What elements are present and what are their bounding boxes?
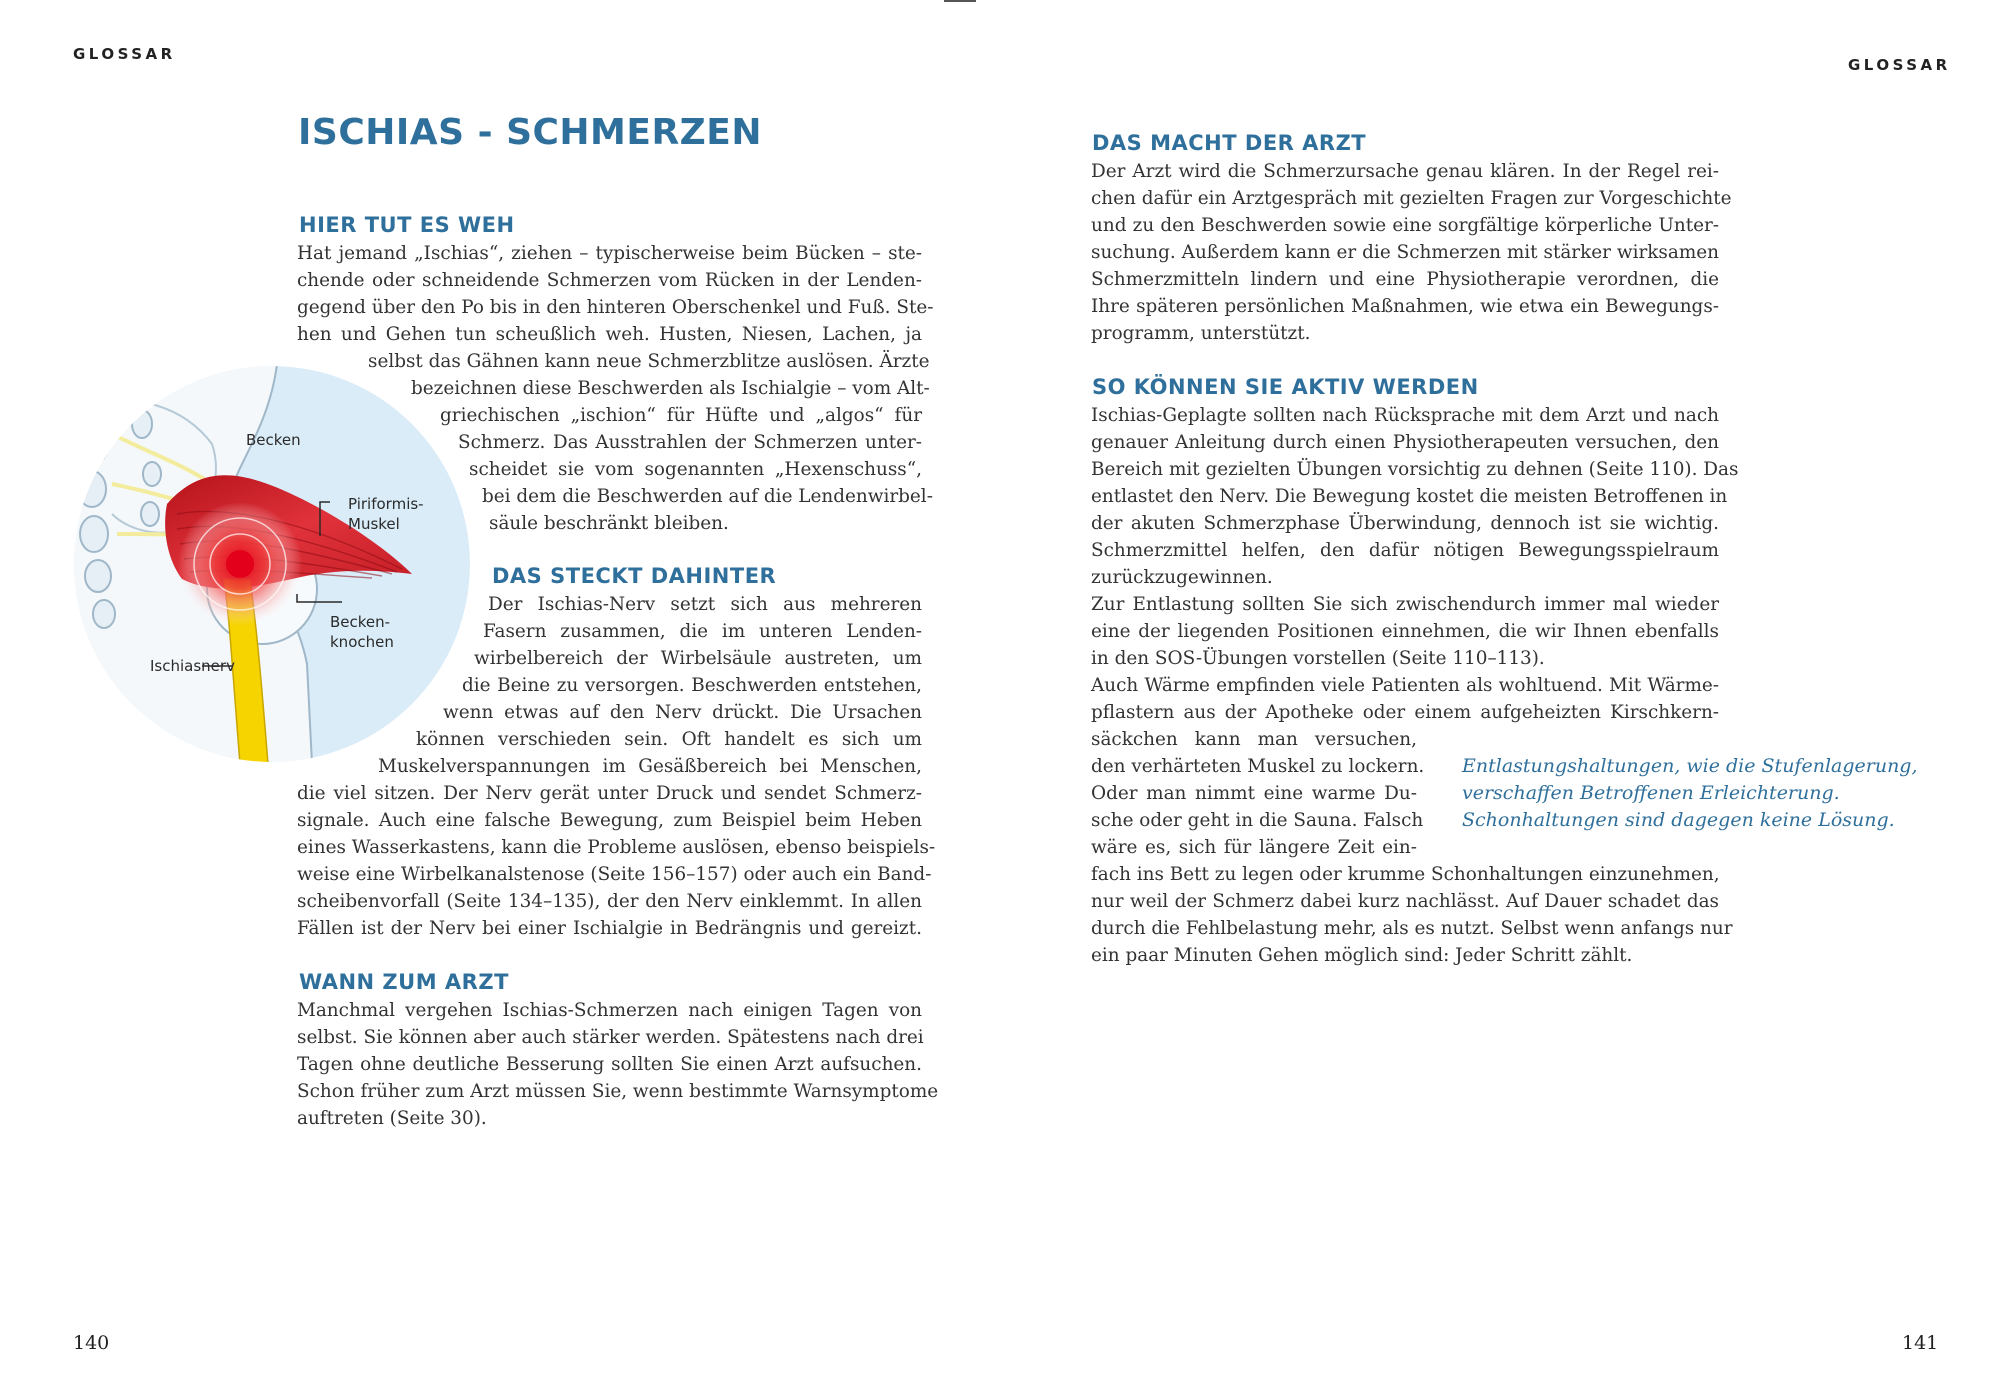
- page-title: ISCHIAS - SCHMERZEN: [298, 112, 762, 153]
- text-line: Schmerzmitteln lindern und eine Physiotherapie verordnen, die: [1091, 269, 1719, 290]
- text-line: Manchmal vergehen Ischias-Schmerzen nach einigen Tagen von: [297, 1000, 922, 1021]
- text-line: Fällen ist der Nerv bei einer Ischialgie in Bedrängnis und gereizt.: [297, 918, 922, 939]
- callout-line: Schonhaltungen sind dagegen keine Lösung.: [1462, 809, 1895, 831]
- text-line: genauer Anleitung durch einen Physiotherapeuten versuchen, den: [1091, 432, 1719, 453]
- text-line: wenn etwas auf den Nerv drückt. Die Ursachen: [443, 702, 922, 723]
- text-line: Tagen ohne deutliche Besserung sollten Sie einen Arzt aufsuchen.: [297, 1054, 922, 1075]
- callout-line: Entlastungshaltungen, wie die Stufenlagerung,: [1462, 755, 1918, 777]
- label-piriformis-1: Piriformis-: [348, 495, 424, 513]
- right-page: [1000, 0, 2000, 1397]
- text-line: säckchen kann man versuchen,: [1091, 729, 1417, 750]
- page-number-right: 141: [1902, 1332, 1939, 1354]
- heading-hier-tut-es-weh: HIER TUT ES WEH: [299, 213, 515, 237]
- text-line: chende oder schneidende Schmerzen vom Rücken in der Lenden-: [297, 270, 922, 291]
- text-line: sche oder geht in die Sauna. Falsch: [1091, 810, 1424, 831]
- text-line: der akuten Schmerzphase Überwindung, dennoch ist sie wichtig.: [1091, 513, 1719, 534]
- text-line: Der Ischias-Nerv setzt sich aus mehreren: [488, 594, 922, 615]
- text-line: die Beine zu versorgen. Beschwerden entstehen,: [462, 675, 922, 696]
- text-line: zurückzugewinnen.: [1091, 567, 1273, 588]
- label-beckenknochen-1: Becken-: [330, 613, 391, 631]
- text-line: wäre es, sich für längere Zeit ein-: [1091, 837, 1417, 858]
- callout-line: verschaffen Betroffenen Erleichterung.: [1462, 782, 1840, 804]
- text-line: signale. Auch eine falsche Bewegung, zum Beispiel beim Heben: [297, 810, 922, 831]
- text-line: griechischen „ischion“ für Hüfte und „algos“ für: [440, 405, 922, 426]
- label-piriformis-2: Muskel: [348, 515, 400, 533]
- text-line: den verhärteten Muskel zu lockern.: [1091, 756, 1425, 777]
- heading-das-steckt-dahinter: DAS STECKT DAHINTER: [492, 564, 777, 588]
- sciatica-illustration: [72, 364, 472, 764]
- text-line: und zu den Beschwerden sowie eine sorgfältige körperliche Unter-: [1091, 215, 1719, 236]
- heading-wann-zum-arzt: WANN ZUM ARZT: [299, 970, 509, 994]
- text-line: fach ins Bett zu legen oder krumme Schonhaltungen einzunehmen,: [1091, 864, 1720, 885]
- text-line: die viel sitzen. Der Nerv gerät unter Druck und sendet Schmerz-: [297, 783, 922, 804]
- label-ischiasnerv: Ischiasnerv: [150, 657, 235, 675]
- text-line: Ischias-Geplagte sollten nach Rücksprache mit dem Arzt und nach: [1091, 405, 1719, 426]
- text-line: in den SOS-Übungen vorstellen (Seite 110–113).: [1091, 648, 1545, 669]
- text-line: Der Arzt wird die Schmerzursache genau klären. In der Regel rei-: [1091, 161, 1719, 182]
- running-head-right: GLOSSAR: [1848, 56, 1951, 74]
- running-head-left: GLOSSAR: [73, 45, 176, 63]
- text-line: scheidet sie vom sogenannten „Hexenschuss“,: [469, 459, 922, 480]
- pelvis-diagram: [72, 364, 472, 764]
- text-line: Hat jemand „Ischias“, ziehen – typischerweise beim Bücken – ste-: [297, 243, 922, 264]
- text-line: können verschieden sein. Oft handelt es sich um: [416, 729, 922, 750]
- text-line: Muskelverspannungen im Gesäßbereich bei Menschen,: [378, 756, 922, 777]
- text-line: scheibenvorfall (Seite 134–135), der den Nerv einklemmt. In allen: [297, 891, 922, 912]
- text-line: Oder man nimmt eine warme Du-: [1091, 783, 1417, 804]
- text-line: auftreten (Seite 30).: [297, 1108, 487, 1129]
- text-line: durch die Fehlbelastung mehr, als es nutzt. Selbst wenn anfangs nur: [1091, 918, 1733, 939]
- text-line: bei dem die Beschwerden auf die Lendenwirbel-: [482, 486, 933, 507]
- text-line: chen dafür ein Arztgespräch mit gezielten Fragen zur Vorgeschichte: [1091, 188, 1732, 209]
- text-line: selbst. Sie können aber auch stärker werden. Spätestens nach drei: [297, 1027, 924, 1048]
- text-line: Zur Entlastung sollten Sie sich zwischendurch immer mal wieder: [1091, 594, 1719, 615]
- label-beckenknochen-2: knochen: [330, 633, 394, 651]
- text-line: ein paar Minuten Gehen möglich sind: Jeder Schritt zählt.: [1091, 945, 1633, 966]
- text-line: bezeichnen diese Beschwerden als Ischialgie – vom Alt-: [411, 378, 930, 399]
- text-line: säule beschränkt bleiben.: [489, 513, 729, 534]
- text-line: Fasern zusammen, die im unteren Lenden-: [483, 621, 922, 642]
- text-line: Schmerzmittel helfen, den dafür nötigen Bewegungsspielraum: [1091, 540, 1719, 561]
- text-line: hen und Gehen tun scheußlich weh. Husten, Niesen, Lachen, ja: [297, 324, 922, 345]
- text-line: weise eine Wirbelkanalstenose (Seite 156–157) oder auch ein Band-: [297, 864, 932, 885]
- heading-das-macht-der-arzt: DAS MACHT DER ARZT: [1092, 131, 1367, 155]
- text-line: programm, unterstützt.: [1091, 323, 1311, 344]
- text-line: wirbelbereich der Wirbelsäule austreten, um: [474, 648, 922, 669]
- text-line: Schmerz. Das Ausstrahlen der Schmerzen unter-: [458, 432, 922, 453]
- text-line: nur weil der Schmerz dabei kurz nachlässt. Auf Dauer schadet das: [1091, 891, 1719, 912]
- heading-so-koennen-sie-aktiv-werden: SO KÖNNEN SIE AKTIV WERDEN: [1092, 375, 1479, 399]
- text-line: pflastern aus der Apotheke oder einem aufgeheizten Kirschkern-: [1091, 702, 1719, 723]
- text-line: eines Wasserkastens, kann die Probleme auslösen, ebenso beispiels-: [297, 837, 936, 858]
- label-becken: Becken: [246, 431, 301, 449]
- text-line: Auch Wärme empfinden viele Patienten als wohltuend. Mit Wärme-: [1091, 675, 1719, 696]
- text-line: Schon früher zum Arzt müssen Sie, wenn bestimmte Warnsymptome: [297, 1081, 939, 1102]
- text-line: eine der liegenden Positionen einnehmen, die wir Ihnen ebenfalls: [1091, 621, 1719, 642]
- text-line: gegend über den Po bis in den hinteren Oberschenkel und Fuß. Ste-: [297, 297, 934, 318]
- page-number-left: 140: [73, 1332, 110, 1354]
- text-line: Ihre späteren persönlichen Maßnahmen, wie etwa ein Bewegungs-: [1091, 296, 1719, 317]
- text-line: selbst das Gähnen kann neue Schmerzblitze auslösen. Ärzte: [368, 351, 930, 372]
- text-line: suchung. Außerdem kann er die Schmerzen mit stärker wirksamen: [1091, 242, 1719, 263]
- text-line: Bereich mit gezielten Übungen vorsichtig zu dehnen (Seite 110). Das: [1091, 459, 1739, 480]
- text-line: entlastet den Nerv. Die Bewegung kostet die meisten Betroffenen in: [1091, 486, 1728, 507]
